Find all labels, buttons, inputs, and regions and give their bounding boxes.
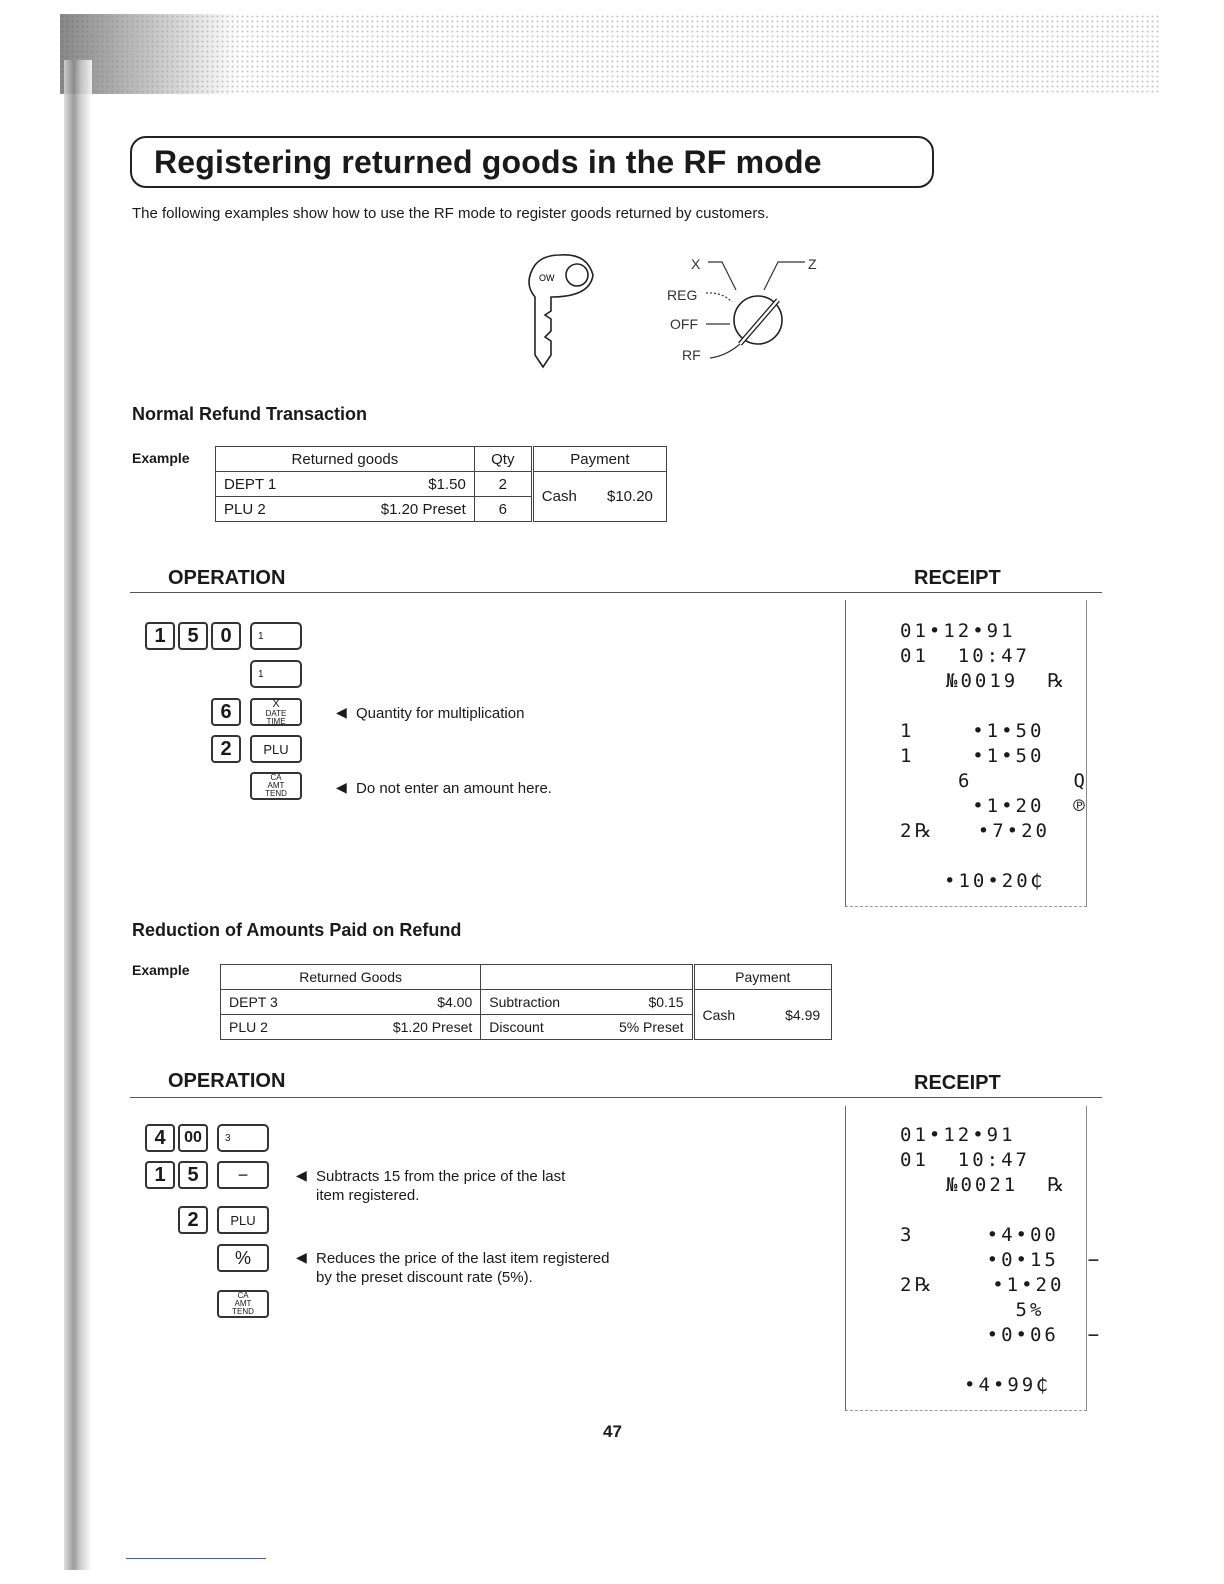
- s2-receipt-line-plu: 2℞ •1•20: [900, 1274, 1065, 1296]
- key-x-date-time[interactable]: [250, 698, 302, 726]
- key-0[interactable]: 0: [211, 622, 241, 650]
- s1-header-qty: Qty: [474, 447, 532, 472]
- s2-note-reduces-line1: Reduces the price of the last item registered: [316, 1250, 610, 1267]
- s1-receipt-total: •10•20₵: [944, 870, 1046, 892]
- s2-receipt-line-discount: •0•06 −: [900, 1324, 1103, 1346]
- key-percent[interactable]: %: [217, 1244, 269, 1272]
- s1-row2-item: PLU 2: [216, 497, 320, 522]
- note-pointer-icon: ◀: [336, 704, 347, 720]
- s1-operation-heading: OPERATION: [168, 567, 286, 589]
- s1-header-payment: Payment: [532, 447, 666, 472]
- cash-register-key-icon: [505, 245, 605, 370]
- title-box: [130, 136, 934, 188]
- s1-note-quantity: Quantity for multiplication: [356, 705, 525, 722]
- key-tend-label: TEND: [232, 1307, 254, 1316]
- key-dept-3[interactable]: 3: [217, 1124, 269, 1152]
- key-5[interactable]: 5: [178, 622, 208, 650]
- mode-dial-icon: [650, 248, 830, 373]
- s2-note-reduces: [316, 1249, 609, 1287]
- s1-header-goods: Returned goods: [216, 447, 475, 472]
- mode-rf-label: RF: [682, 347, 701, 363]
- s1-row2-price: $1.20 Preset: [320, 497, 474, 522]
- key-5[interactable]: 5: [178, 1161, 208, 1189]
- key-ca-amt-tend[interactable]: [250, 772, 302, 800]
- s1-receipt-line-dept1a: 1 •1•50: [900, 720, 1045, 742]
- s1-row2-qty: 6: [474, 497, 532, 522]
- s1-payment-cell: [532, 472, 666, 522]
- key-amt-label: AMT: [234, 1299, 252, 1308]
- key-6[interactable]: 6: [211, 698, 241, 726]
- s2-header-payment: Payment: [693, 965, 831, 990]
- key-tend-label: TEND: [265, 789, 287, 798]
- section2-example-label: Example: [132, 962, 190, 978]
- key-date-label: DATE: [265, 708, 287, 718]
- s2-row1-price: $4.00: [326, 990, 481, 1015]
- s2-operation-heading: OPERATION: [168, 1070, 286, 1092]
- page-title: Registering returned goods in the RF mode: [154, 143, 822, 180]
- s1-receipt-line-plu: •1•20 ℗: [900, 795, 1088, 817]
- s2-receipt-line-subtraction: •0•15 −: [900, 1249, 1103, 1271]
- footer-rule: [126, 1558, 266, 1559]
- s1-receipt-time: 01 10:47: [900, 645, 1030, 667]
- s1-row1-item: DEPT 1: [216, 472, 320, 497]
- page-binding-edge: [64, 60, 92, 1570]
- s2-receipt-line-dept3: 3 •4•00: [900, 1224, 1059, 1246]
- key-minus[interactable]: −: [217, 1161, 269, 1189]
- s1-operation-rule: [130, 592, 1102, 593]
- s1-receipt: [845, 600, 1087, 907]
- mode-x-label: X: [691, 256, 701, 272]
- key-ca-amt-tend[interactable]: [217, 1290, 269, 1318]
- s2-row2-mod-value: 5% Preset: [590, 1015, 693, 1040]
- section2-example-table: [220, 964, 832, 1040]
- s2-note-subtracts: [316, 1167, 565, 1205]
- key-4[interactable]: 4: [145, 1124, 175, 1152]
- s2-payment-cell: [693, 990, 831, 1040]
- mode-off-label: OFF: [670, 316, 698, 332]
- s2-payment-amount: $4.99: [785, 1006, 821, 1023]
- key-time-label: TIME: [266, 716, 286, 726]
- s2-receipt-heading: RECEIPT: [914, 1072, 1001, 1094]
- key-ca-label: CA: [270, 773, 282, 782]
- s2-receipt-number: №0021 ℞: [946, 1174, 1068, 1196]
- section1-heading: Normal Refund Transaction: [132, 404, 368, 424]
- page-number: 47: [603, 1422, 622, 1441]
- s2-receipt-total: •4•99₵: [964, 1374, 1051, 1396]
- s2-header-blank: [481, 965, 693, 990]
- s1-receipt-line-plu-total: 2℞ •7•20: [900, 820, 1050, 842]
- s2-receipt-line-rate: 5%: [900, 1299, 1045, 1321]
- s2-row1-mod: Subtraction: [481, 990, 590, 1015]
- intro-text: The following examples show how to use the RF mode to register goods returned by customers.: [132, 205, 769, 222]
- s2-row2-item: PLU 2: [221, 1015, 326, 1040]
- s2-row1-mod-value: $0.15: [590, 990, 693, 1015]
- s2-row2-price: $1.20 Preset: [326, 1015, 481, 1040]
- key-00[interactable]: 00: [178, 1124, 208, 1152]
- s1-row1-qty: 2: [474, 472, 532, 497]
- key-amt-label: AMT: [267, 781, 285, 790]
- s2-receipt-time: 01 10:47: [900, 1149, 1030, 1171]
- s1-receipt-number: №0019 ℞: [946, 670, 1068, 692]
- s2-receipt-date: 01•12•91: [900, 1124, 1016, 1146]
- s2-row1-item: DEPT 3: [221, 990, 326, 1015]
- key-plu[interactable]: PLU: [250, 735, 302, 763]
- note-pointer-icon: ◀: [296, 1167, 307, 1183]
- s1-receipt-heading: RECEIPT: [914, 567, 1001, 589]
- section1-example-table: [215, 446, 667, 522]
- key-ow-label: OW: [539, 273, 555, 283]
- s1-payment-amount: $10.20: [607, 488, 653, 505]
- key-1[interactable]: 1: [145, 622, 175, 650]
- key-1[interactable]: 1: [145, 1161, 175, 1189]
- key-2[interactable]: 2: [211, 735, 241, 763]
- key-dept-1[interactable]: 1: [250, 622, 302, 650]
- s2-row2-mod: Discount: [481, 1015, 590, 1040]
- mode-z-label: Z: [808, 256, 817, 272]
- s2-payment-method: Cash: [702, 1006, 736, 1023]
- key-plu[interactable]: PLU: [217, 1206, 269, 1234]
- section1-example-label: Example: [132, 450, 190, 466]
- key-x-label: X: [272, 697, 280, 710]
- s2-note-subtracts-line2: item registered.: [316, 1187, 420, 1204]
- key-ca-label: CA: [237, 1291, 249, 1300]
- s1-receipt-line-qty: 6 Q: [958, 770, 1088, 792]
- s1-note-no-amount: Do not enter an amount here.: [356, 780, 552, 797]
- note-pointer-icon: ◀: [296, 1249, 307, 1265]
- s1-row1-price: $1.50: [320, 472, 474, 497]
- key-2[interactable]: 2: [178, 1206, 208, 1234]
- mode-reg-label: REG: [667, 287, 698, 303]
- s1-receipt-line-dept1b: 1 •1•50: [900, 745, 1045, 767]
- s1-payment-method: Cash: [541, 488, 577, 505]
- s2-operation-rule: [130, 1097, 1102, 1098]
- s2-receipt: [845, 1106, 1103, 1411]
- section2-heading: Reduction of Amounts Paid on Refund: [132, 920, 462, 940]
- s2-note-subtracts-line1: Subtracts 15 from the price of the last: [316, 1168, 566, 1185]
- s1-receipt-date: 01•12•91: [900, 620, 1016, 642]
- s2-note-reduces-line2: by the preset discount rate (5%).: [316, 1269, 533, 1286]
- key-dept-1-repeat[interactable]: 1: [250, 660, 302, 688]
- s2-header-goods: Returned Goods: [221, 965, 481, 990]
- note-pointer-icon: ◀: [336, 779, 347, 795]
